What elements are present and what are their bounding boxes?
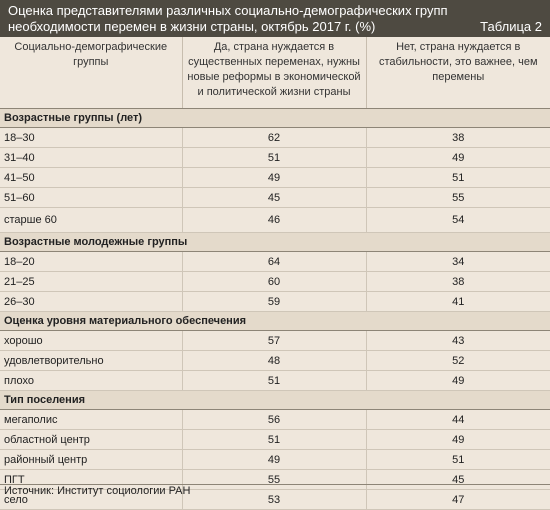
table-row <box>0 331 550 351</box>
yes-value: 56 <box>182 410 366 430</box>
table-row <box>0 148 550 168</box>
yes-value: 64 <box>182 252 366 272</box>
no-value: 34 <box>366 252 550 272</box>
row-label: мегаполис <box>0 410 182 430</box>
no-value: 38 <box>366 272 550 292</box>
row-label: удовлетворительно <box>0 351 182 371</box>
yes-value: 46 <box>182 208 366 233</box>
table-row <box>0 252 550 272</box>
section-header <box>0 109 550 128</box>
yes-value: 51 <box>182 148 366 168</box>
yes-value: 48 <box>182 351 366 371</box>
section-title: Возрастные молодежные группы <box>0 233 550 252</box>
row-label: плохо <box>0 371 182 391</box>
row-label: районный центр <box>0 450 182 470</box>
header-group: Социально-демографические группы <box>0 37 182 109</box>
row-label: 26–30 <box>0 292 182 312</box>
row-label: 31–40 <box>0 148 182 168</box>
no-value: 47 <box>366 490 550 510</box>
yes-value: 57 <box>182 331 366 351</box>
row-label: 41–50 <box>0 168 182 188</box>
table-number: Таблица 2 <box>480 19 542 34</box>
section-header <box>0 233 550 252</box>
table-row <box>0 371 550 391</box>
row-label: хорошо <box>0 331 182 351</box>
yes-value: 49 <box>182 168 366 188</box>
data-table <box>0 37 550 510</box>
row-label: 18–30 <box>0 128 182 148</box>
yes-value: 59 <box>182 292 366 312</box>
table-row <box>0 208 550 233</box>
row-label: 51–60 <box>0 188 182 208</box>
source-note: Источник: Институт социологии РАН <box>0 484 550 500</box>
table-row <box>0 410 550 430</box>
no-value: 43 <box>366 331 550 351</box>
row-label: ПГТ <box>0 470 182 490</box>
table-row <box>0 430 550 450</box>
title-line-2: необходимости перемен в жизни страны, октябрь 2017 г. (%) <box>8 19 376 34</box>
table-title <box>0 0 550 37</box>
yes-value: 49 <box>182 450 366 470</box>
yes-value: 53 <box>182 490 366 510</box>
table-row <box>0 292 550 312</box>
yes-value: 51 <box>182 371 366 391</box>
no-value: 38 <box>366 128 550 148</box>
section-title: Тип поселения <box>0 391 550 410</box>
no-value: 52 <box>366 351 550 371</box>
no-value: 51 <box>366 450 550 470</box>
row-label: 18–20 <box>0 252 182 272</box>
table-row <box>0 272 550 292</box>
table-row <box>0 351 550 371</box>
no-value: 44 <box>366 410 550 430</box>
header-yes: Да, страна нуждается в существенных переменах, нужны новые реформы в экономической и политической жизни страны <box>182 37 366 109</box>
yes-value: 60 <box>182 272 366 292</box>
section-header <box>0 391 550 410</box>
row-label: старше 60 <box>0 208 182 233</box>
yes-value: 45 <box>182 188 366 208</box>
no-value: 55 <box>366 188 550 208</box>
title-line-1: Оценка представителями различных социально-демографических групп <box>8 3 448 18</box>
no-value: 45 <box>366 470 550 490</box>
table-row <box>0 128 550 148</box>
table-row <box>0 188 550 208</box>
row-label: областной центр <box>0 430 182 450</box>
yes-value: 51 <box>182 430 366 450</box>
table-row <box>0 450 550 470</box>
no-value: 41 <box>366 292 550 312</box>
section-header <box>0 312 550 331</box>
no-value: 51 <box>366 168 550 188</box>
no-value: 49 <box>366 371 550 391</box>
no-value: 49 <box>366 148 550 168</box>
row-label: 21–25 <box>0 272 182 292</box>
table-row <box>0 168 550 188</box>
yes-value: 62 <box>182 128 366 148</box>
header-row <box>0 37 550 109</box>
section-title: Возрастные группы (лет) <box>0 109 550 128</box>
no-value: 54 <box>366 208 550 233</box>
header-no: Нет, страна нуждается в стабильности, это важнее, чем перемены <box>366 37 550 109</box>
section-title: Оценка уровня материального обеспечения <box>0 312 550 331</box>
no-value: 49 <box>366 430 550 450</box>
row-label: село <box>0 490 182 510</box>
yes-value: 55 <box>182 470 366 490</box>
